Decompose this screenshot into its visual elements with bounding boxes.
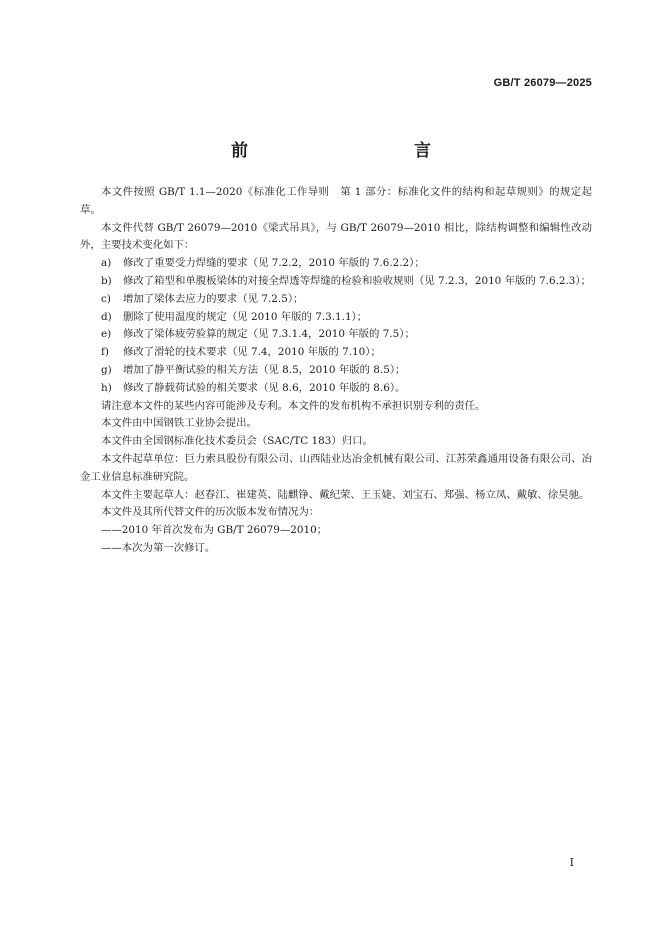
drafting-units: 本文件起草单位：巨力索具股份有限公司、山西陆业达冶金机械有限公司、江苏荣鑫通用设备有限公司、冶金工业信息标准研究院。 [80, 452, 592, 483]
list-item-text: 删除了使用温度的规定（见 2010 年版的 7.3.1.1）； [123, 310, 368, 323]
list-item-mark: d) [101, 310, 112, 323]
drafters: 本文件主要起草人：赵春江、崔建英、陆麒铮、戴纪荣、王玉婕、刘宝石、郑强、杨立凤、戴敏、徐昊驰。 [101, 488, 590, 501]
standard-code: GB/T 26079—2025 [493, 77, 592, 89]
list-item-text: 修改了梁体疲劳验算的规定（见 7.3.1.4，2010 年版的 7.5）； [123, 328, 415, 341]
list-item-mark: h) [101, 381, 112, 394]
list-item-mark: b) [101, 274, 112, 287]
list-item-text: 修改了静载荷试验的相关要求（见 8.6，2010 年版的 8.6）。 [123, 381, 406, 394]
list-item-text: 修改了箱型和单腹板梁体的对接全焊透等焊缝的检验和验收规则（见 7.2.3，2010 年版的 7.6.2.3）； [123, 274, 592, 287]
history-intro: 本文件及其所代替文件的历次版本发布情况为： [101, 506, 320, 519]
list-item [80, 309, 592, 327]
patent-notice: 请注意本文件的某些内容可能涉及专利。本文件的发布机构不承担识别专利的责任。 [101, 399, 486, 412]
list-item [80, 291, 592, 309]
list-item [80, 380, 592, 398]
list-item-mark: f) [101, 346, 109, 359]
committee-statement: 本文件由全国钢标准化技术委员会（SAC/TC 183）归口。 [101, 435, 373, 448]
list-item-text: 修改了重要受力焊缝的要求（见 7.2.2，2010 年版的 7.6.2.2）； [123, 257, 425, 270]
intro-paragraph: 本文件代替 GB/T 26079—2010《梁式吊具》，与 GB/T 26079—2010 相比，除结构调整和编辑性改动外，主要技术变化如下： [80, 221, 592, 252]
list-item-text: 修改了滑轮的技术要求（见 7.4，2010 年版的 7.10）； [123, 346, 381, 359]
list-item-text: 增加了梁体去应力的要求（见 7.2.5）； [123, 292, 304, 305]
changes-list [80, 255, 592, 397]
list-item [80, 362, 592, 380]
list-item-text: 增加了静平衡试验的相关方法（见 8.5，2010 年版的 8.5）； [123, 363, 406, 376]
page-number: I [569, 856, 574, 869]
history-item: ——本次为第一次修订。 [101, 541, 216, 554]
list-item-mark: g) [101, 363, 112, 376]
foreword-body [80, 184, 592, 558]
intro-paragraph: 本文件按照 GB/T 1.1—2020《标准化工作导则 第 1 部分：标准化文件的结构和起草规则》的规定起草。 [80, 186, 592, 216]
list-item-mark: c) [101, 292, 111, 305]
history-item: ——2010 年首次发布为 GB/T 26079—2010； [101, 524, 328, 537]
list-item-mark: e) [101, 328, 112, 341]
list-item-mark: a) [101, 257, 112, 270]
list-item [80, 344, 592, 362]
list-item [80, 273, 592, 291]
list-item [80, 255, 592, 273]
page-title: 前 言 [231, 141, 475, 161]
list-item [80, 326, 592, 344]
proposer-statement: 本文件由中国钢铁工业协会提出。 [101, 417, 257, 430]
